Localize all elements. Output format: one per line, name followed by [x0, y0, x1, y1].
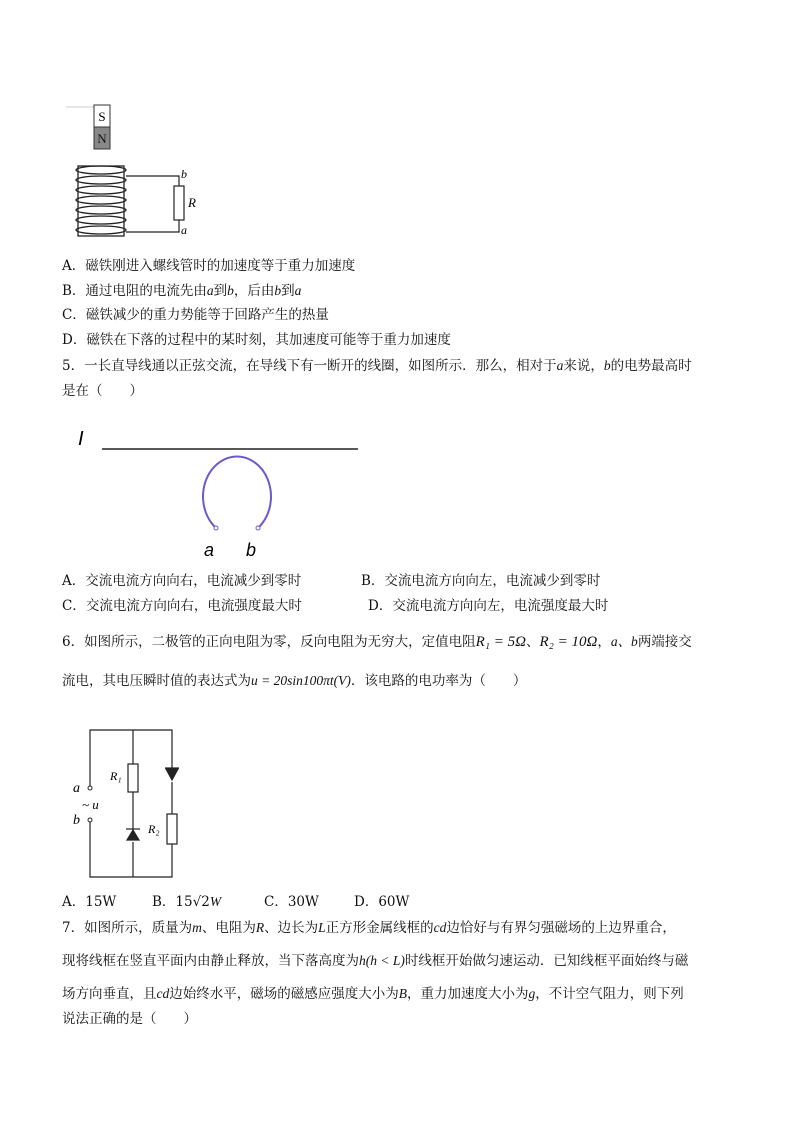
q7-stem-line4: 说法正确的是（ ）	[62, 1011, 197, 1027]
magnet-n-label: N	[97, 131, 107, 146]
q7-stem-line3: 场方向垂直，且cd边始终水平，磁场的磁感应强度大小为B，重力加速度大小为g，不计空气阻力，则下列	[62, 986, 684, 1002]
magnet-solenoid-figure	[60, 100, 210, 245]
q5-stem-line2: 是在（ ）	[62, 383, 143, 399]
terminal-a: a	[73, 781, 80, 796]
q5-option-a: A．交流电流方向向右，电流减少到零时	[62, 573, 302, 589]
broken-coil	[203, 457, 271, 528]
q5-option-c: C．交流电流方向向右，电流强度最大时	[62, 598, 302, 614]
label-a: a	[181, 223, 187, 237]
wire-coil-figure	[60, 420, 380, 565]
q4-option-a: A．磁铁刚进入螺线管时的加速度等于重力加速度	[62, 258, 356, 274]
q5-option-d: D．交流电流方向向左，电流强度最大时	[368, 598, 609, 614]
source-u: ~ u	[82, 797, 99, 812]
q5-stem-line1: 5．一长直导线通以正弦交流，在导线下有一断开的线圈，如图所示．那么，相对于a来说，b的电势最高时	[62, 358, 692, 374]
q7-stem-line2: 现将线框在竖直平面内由静止释放，当下落高度为h(h < L)时线框开始做匀速运动．已知线框平面始终与磁	[62, 953, 689, 969]
q4-option-c: C．磁铁减少的重力势能等于回路产生的热量	[62, 307, 329, 323]
diode-circuit-figure	[62, 712, 192, 882]
q5-option-b: B．交流电流方向向左，电流减少到零时	[361, 573, 601, 589]
coil-end-a: a	[204, 540, 215, 560]
magnet-s-label: S	[98, 109, 106, 124]
q6-stem-line1: 6．如图所示，二极管的正向电阻为零，反向电阻为无穷大，定值电阻R₁ = 5Ω、R₂ = 10Ω，a、b两端接交	[62, 634, 692, 650]
label-r1: R₁	[110, 769, 122, 783]
q7-stem-line1: 7．如图所示，质量为m、电阻为R、边长为L正方形金属线框的cd边恰好与有界匀强磁场的上边界重合，	[62, 920, 676, 936]
q6-option-b: B．15√2W	[152, 894, 222, 910]
label-r2: R₂	[148, 822, 160, 836]
q6-option-a: A．15W	[62, 894, 117, 910]
resistor-r	[174, 186, 184, 220]
resistor-r2	[167, 814, 177, 844]
q6-option-d: D．60W	[354, 894, 410, 910]
diode-bottom-middle	[126, 829, 140, 840]
terminal-b: b	[73, 813, 80, 828]
coil-end-b: b	[246, 540, 257, 560]
solenoid	[76, 166, 126, 236]
current-label-i: I	[78, 428, 84, 450]
q4-option-d: D．磁铁在下落的过程中的某时刻，其加速度可能等于重力加速度	[62, 332, 451, 348]
q4-option-b: B．通过电阻的电流先由a到b，后由b到a	[62, 283, 302, 299]
q6-option-c: C．30W	[264, 894, 319, 910]
label-b: b	[181, 167, 187, 181]
diode-top-right	[165, 768, 179, 780]
q6-stem-line2: 流电，其电压瞬时值的表达式为u = 20sin100πt(V)．该电路的电功率为（ ）	[62, 673, 527, 689]
label-r: R	[188, 195, 196, 210]
resistor-r1	[128, 764, 138, 792]
